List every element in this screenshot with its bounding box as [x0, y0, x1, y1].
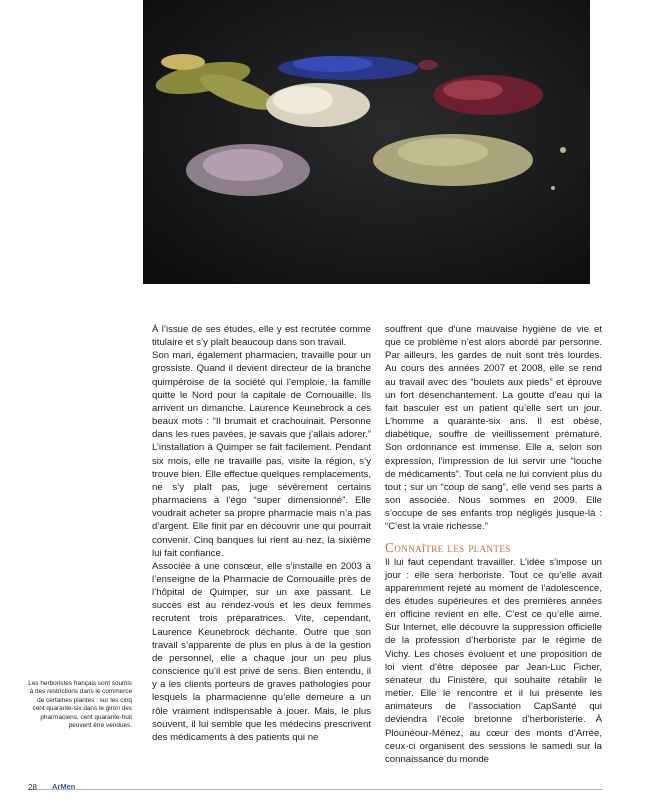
article-column-2: [385, 323, 602, 766]
section-heading: Connaître les plantes: [385, 539, 511, 555]
paragraph: Associée à une consœur, elle s’installe en 2003 à l’enseigne de la Pharmacie de Cornouaille près de l’hôpital de Quimper, sur un axe passant. Le succès est au rendez-vous et les deux femmes recrutent trois préparatrices. Vite, cependant, Laurence Keunebrock déchante. Outre que son travail s’apparente de plus en plus à de la gestion de personnel, elle a chaque jour un peu plus conscience qu’il est privé de sens. Bien entendu, il y a les clients porteurs de graves pathologies pour lesquels la pharmacienne qu’elle demeure a un rôle vraiment indispensable à jouer. Mais, le plus souvent, il lui semble que les médecins prescrivent des médicaments à des patients qui ne: [152, 560, 371, 743]
paragraph: Il lui faut cependant travailler. L’idée s’impose un jour : elle sera herboriste. Tout ce qu’elle avait apparemment rejeté au moment de l’adolescence, des études supérieures et des premières années en officine revient en elle. C’est ce qu’elle aime. Sur Internet, elle découvre la suppression officielle de la profession d’herboriste par le régime de Vichy. Les choses évoluent et une proposition de loi vient d’être déposée par Jean-Luc Ficher, sénateur du Finistère, qui souhaite rétablir le métier. Elle le rencontre et il lui présente les animateurs de l’association CapSanté qui deviendra l’école bretonne d’herboristerie. À Plounéour-Ménez, au cœur des monts d’Arrée, ceux-ci organisent des sessions le samedi sur la connaissance du monde: [385, 556, 602, 765]
paragraph: souffrent que d’une mauvaise hygiène de vie et que ce problème n’est alors abordé par personne. Par ailleurs, les gardes de nuit sont très lourdes. Au cours des années 2007 et 2008, elle se rend au travail avec des “boulets aux pieds” et éprouve un fort désenchantement. La goutte d’eau qui la fait basculer est un patient qu’elle sert un jour. L’homme a quarante-six ans. Il est obèse, diabétique, souffre de vieillissement prématuré. Son ordonnance est immense. Elle a, selon son expression, l’impression de lui servir une “louche de médicaments”. Tout cela ne lui convient plus du tout ; sur un “coup de sang”, elle vend ses parts à son associée. Nous sommes en 2009. Elle s’occupe de ses enfants trop négligés jusque-là : “C’est la vraie richesse.”: [385, 324, 602, 533]
photo-caption: Les herboristes français sont soumis à des restrictions dans le commerce de certaines plantes : sur les cinq cent quarante-six dans le giron des pharmaciens, cent quarante-huit peuvent être vendues.: [28, 680, 132, 730]
herbs-illustration: [143, 0, 590, 284]
herbs-photo: [143, 0, 590, 284]
magazine-logo: ArMen: [52, 782, 76, 791]
footer-rule: [28, 789, 603, 790]
article-column-1: [152, 323, 371, 744]
page-number: 28: [28, 783, 37, 792]
paragraph: À l’issue de ses études, elle y est recrutée comme titulaire et s’y plaît beaucoup dans son travail.: [152, 324, 371, 349]
paragraph: Son mari, également pharmacien, travaille pour un grossiste. Quand il devient directeur de la branche quimpéroise de la société qui l’emploie, la famille quitte le Nord pour la capitale de Cornouaille. Ils arrivent un dimanche. Laurence Keunebrock a ces beaux mots : “Il brumait et crachouinait. Personne dans les rues pavées, je savais que j’allais adorer.” L’installation à Quimper se fait facilement. Pendant six mois, elle ne travaille pas, visite la région, s’y trouve bien. Elle effectue quelques remplacements, ne s’y plaît pas, juge sévèrement certains pharmaciens à l’égo “super dimensionné”. Elle voudrait acheter sa propre pharmacie mais n’a pas d’argent. Elle finit par en découvrir une qui pourrait convenir. Cinq banques lui rient au nez, la sixième lui fait confiance.: [152, 350, 371, 559]
